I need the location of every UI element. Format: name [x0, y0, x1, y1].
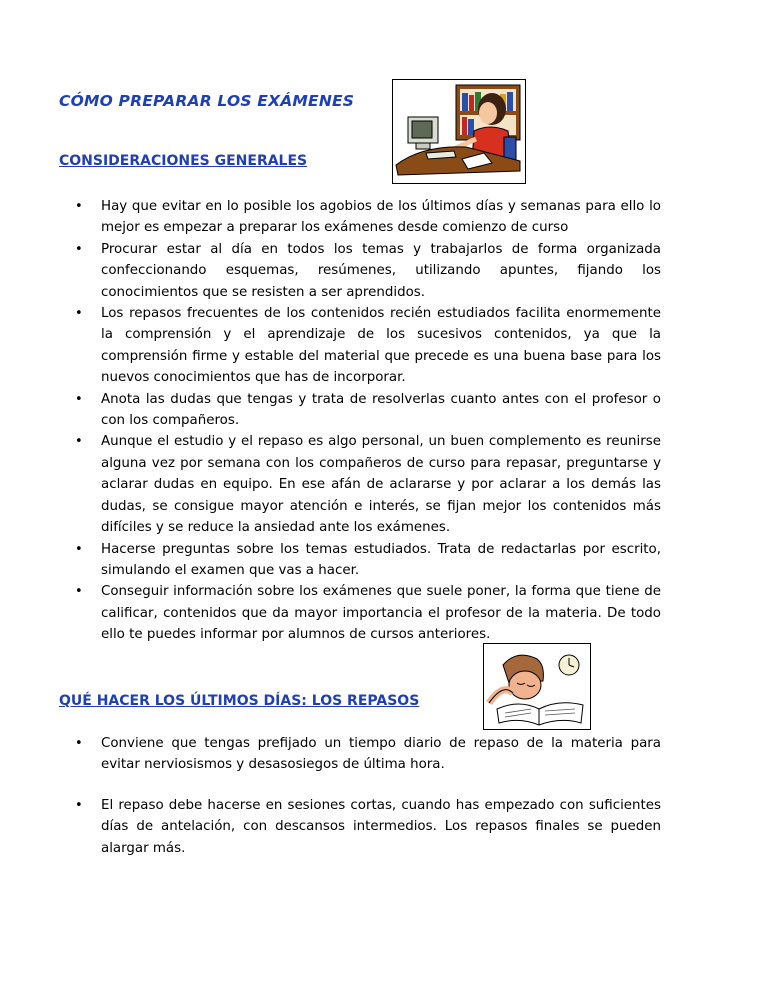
list-item: • Conviene que tengas prefijado un tiempo diario de repaso de la materia para evitar nerviosismos y desasosiegos de última hora. [70, 733, 661, 776]
section-heading-review: QUÉ HACER LOS ÚLTIMOS DÍAS: LOS REPASOS [59, 693, 420, 709]
student-computer-illustration [392, 79, 526, 184]
list-item: • Aunque el estudio y el repaso es algo personal, un buen complemento es reunirse alguna vez por semana con los compañeros de curso para repasar, preguntarse y aclarar dudas en equipo. En ese afán de aclararse y por aclarar a los demás las dudas, se consigue mayor atención e interés, se fijan mejor los contenidos más difíciles y se reduce la ansiedad ante los exámenes. [70, 431, 661, 538]
general-considerations-list [70, 196, 661, 646]
section-heading-general: CONSIDERACIONES GENERALES [59, 153, 308, 169]
review-list [70, 733, 661, 878]
list-item: • Hacerse preguntas sobre los temas estudiados. Trata de redactarlas por escrito, simulando el examen que vas a hacer. [70, 539, 661, 582]
tired-student-illustration [483, 643, 591, 730]
list-item: • Hay que evitar en lo posible los agobios de los últimos días y semanas para ello lo mejor es empezar a preparar los exámenes desde comienzo de curso [70, 196, 661, 239]
list-item: • Los repasos frecuentes de los contenidos recién estudiados facilita enormemente la comprensión y el aprendizaje de los sucesivos contenidos, ya que la comprensión firme y estable del material que precede es una buena base para los nuevos conocimientos que has de incorporar. [70, 303, 661, 389]
list-item: • Conseguir información sobre los exámenes que suele poner, la forma que tiene de calificar, contenidos que da mayor importancia el profesor de la materia. De todo ello te puedes informar por alumnos de cursos anteriores. [70, 581, 661, 645]
list-item: • Procurar estar al día en todos los temas y trabajarlos de forma organizada confeccionando esquemas, resúmenes, utilizando apuntes, fijando los conocimientos que se resisten a ser aprendidos. [70, 239, 661, 303]
list-item: • Anota las dudas que tengas y trata de resolverlas cuanto antes con el profesor o con los compañeros. [70, 389, 661, 432]
list-item: • El repaso debe hacerse en sesiones cortas, cuando has empezado con suficientes días de antelación, con descansos intermedios. Los repasos finales se pueden alargar más. [70, 795, 661, 859]
document-title: CÓMO PREPARAR LOS EXÁMENES [59, 92, 355, 110]
